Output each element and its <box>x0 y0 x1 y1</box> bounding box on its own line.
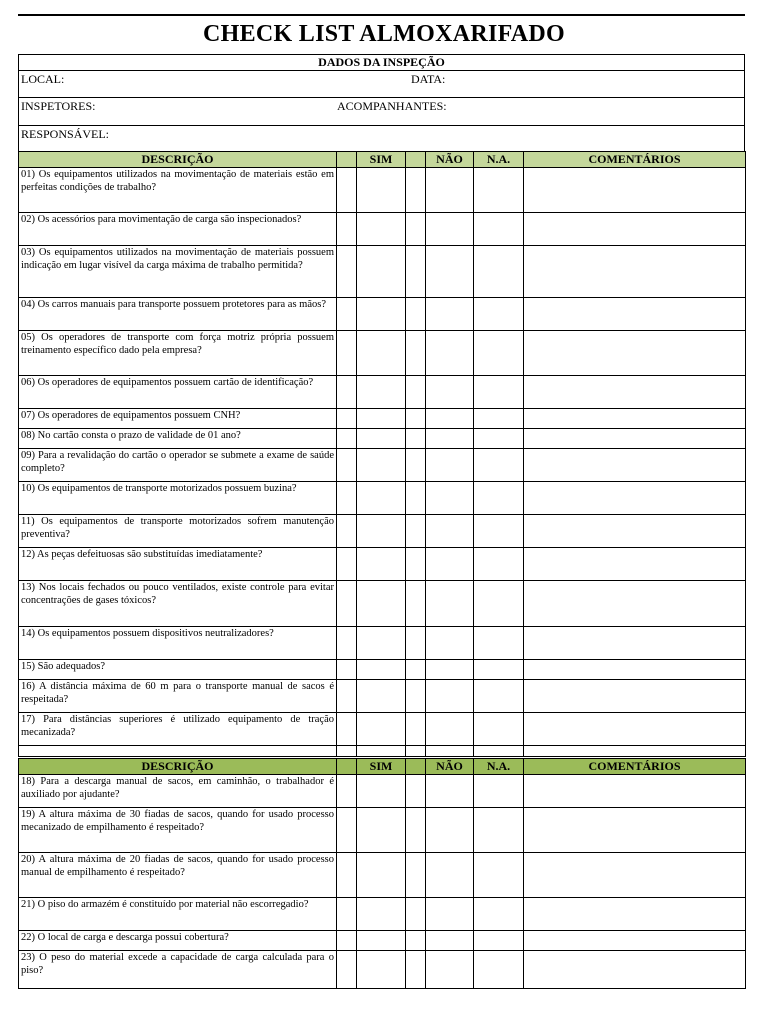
comment-cell[interactable] <box>524 482 746 515</box>
checklist-row <box>19 808 746 853</box>
sim-cell[interactable] <box>357 482 406 515</box>
sim-cell[interactable] <box>357 331 406 376</box>
nao-cell[interactable] <box>426 515 474 548</box>
spacer-cell <box>474 746 524 757</box>
checklist-row <box>19 581 746 627</box>
checklist-row <box>19 713 746 746</box>
top-rule <box>18 14 745 16</box>
checklist-table-2 <box>18 758 746 989</box>
question-text: 23) O peso do material excede a capacidade de carga calculada para o piso? <box>19 951 337 989</box>
na-cell[interactable] <box>474 168 524 213</box>
gap-cell <box>406 808 426 853</box>
gap-cell <box>337 898 357 931</box>
sim-cell[interactable] <box>357 951 406 989</box>
sim-cell[interactable] <box>357 680 406 713</box>
nao-cell[interactable] <box>426 449 474 482</box>
nao-header: NÃO <box>426 759 474 775</box>
sim-cell[interactable] <box>357 808 406 853</box>
sim-cell[interactable] <box>357 515 406 548</box>
nao-cell[interactable] <box>426 168 474 213</box>
comment-cell[interactable] <box>524 898 746 931</box>
comment-cell[interactable] <box>524 168 746 213</box>
gap-cell <box>337 168 357 213</box>
nao-cell[interactable] <box>426 808 474 853</box>
na-header: N.A. <box>474 152 524 168</box>
sim-cell[interactable] <box>357 775 406 808</box>
checklist-row <box>19 660 746 680</box>
nao-cell[interactable] <box>426 429 474 449</box>
responsavel-label: RESPONSÁVEL: <box>21 127 110 141</box>
responsavel-row <box>19 126 744 152</box>
question-text: 05) Os operadores de transporte com força motriz própria possuem treinamento específico dado pela empresa? <box>19 331 337 376</box>
header-gap <box>406 152 426 168</box>
question-text: 21) O piso do armazém é constituído por material não escorregadio? <box>19 898 337 931</box>
local-label: LOCAL: <box>21 72 65 86</box>
nao-cell[interactable] <box>426 627 474 660</box>
checklist-table-1 <box>18 151 746 757</box>
gap-cell <box>337 808 357 853</box>
checklist-row <box>19 213 746 246</box>
gap-cell <box>406 298 426 331</box>
checklist-row <box>19 548 746 581</box>
gap-cell <box>406 627 426 660</box>
gap-cell <box>406 680 426 713</box>
comentarios-header: COMENTÁRIOS <box>524 152 746 168</box>
comment-cell[interactable] <box>524 853 746 898</box>
na-cell[interactable] <box>474 482 524 515</box>
checklist-row <box>19 775 746 808</box>
table-header <box>19 152 746 168</box>
sim-cell[interactable] <box>357 548 406 581</box>
descricao-header: DESCRIÇÃO <box>19 152 337 168</box>
gap-cell <box>337 853 357 898</box>
sim-cell[interactable] <box>357 581 406 627</box>
comment-cell[interactable] <box>524 660 746 680</box>
question-text: 01) Os equipamentos utilizados na movimentação de materiais estão em perfeitas condições de trabalho? <box>19 168 337 213</box>
inspetores-label: INSPETORES: <box>21 99 96 113</box>
spacer-row <box>19 746 746 757</box>
na-header: N.A. <box>474 759 524 775</box>
question-text: 22) O local de carga e descarga possui cobertura? <box>19 931 337 951</box>
sim-cell[interactable] <box>357 627 406 660</box>
sim-cell[interactable] <box>357 660 406 680</box>
sim-cell[interactable] <box>357 246 406 298</box>
nao-cell[interactable] <box>426 482 474 515</box>
gap-cell <box>406 331 426 376</box>
gap-cell <box>337 376 357 409</box>
sim-cell[interactable] <box>357 898 406 931</box>
sim-header: SIM <box>357 759 406 775</box>
comment-cell[interactable] <box>524 298 746 331</box>
gap-cell <box>406 449 426 482</box>
comment-cell[interactable] <box>524 951 746 989</box>
checklist-row <box>19 246 746 298</box>
acompanhantes-label: ACOMPANHANTES: <box>337 99 447 113</box>
comment-cell[interactable] <box>524 376 746 409</box>
question-text: 15) São adequados? <box>19 660 337 680</box>
question-text: 09) Para a revalidação do cartão o operador se submete a exame de saúde completo? <box>19 449 337 482</box>
spacer-cell <box>406 746 426 757</box>
spacer-cell <box>357 746 406 757</box>
nao-cell[interactable] <box>426 713 474 746</box>
question-text: 19) A altura máxima de 30 fiadas de sacos, quando for usado processo mecanizado de empilhamento é respeitado? <box>19 808 337 853</box>
gap-cell <box>406 853 426 898</box>
na-cell[interactable] <box>474 951 524 989</box>
sim-header: SIM <box>357 152 406 168</box>
comment-cell[interactable] <box>524 409 746 429</box>
checklist-row <box>19 168 746 213</box>
nao-cell[interactable] <box>426 951 474 989</box>
gap-cell <box>406 931 426 951</box>
header-gap <box>337 152 357 168</box>
question-text: 03) Os equipamentos utilizados na movimentação de materiais possuem indicação em lugar visível da carga máxima de trabalho permitida? <box>19 246 337 298</box>
gap-cell <box>406 429 426 449</box>
gap-cell <box>406 409 426 429</box>
gap-cell <box>337 581 357 627</box>
comment-cell[interactable] <box>524 581 746 627</box>
nao-cell[interactable] <box>426 581 474 627</box>
nao-cell[interactable] <box>426 213 474 246</box>
na-cell[interactable] <box>474 246 524 298</box>
na-cell[interactable] <box>474 331 524 376</box>
nao-cell[interactable] <box>426 548 474 581</box>
gap-cell <box>337 627 357 660</box>
sim-cell[interactable] <box>357 931 406 951</box>
question-text: 02) Os acessórios para movimentação de carga são inspecionados? <box>19 213 337 246</box>
sim-cell[interactable] <box>357 376 406 409</box>
question-text: 06) Os operadores de equipamentos possuem cartão de identificação? <box>19 376 337 409</box>
na-cell[interactable] <box>474 627 524 660</box>
gap-cell <box>406 581 426 627</box>
page-title: CHECK LIST ALMOXARIFADO <box>202 21 566 47</box>
gap-cell <box>337 713 357 746</box>
question-text: 08) No cartão consta o prazo de validade de 01 ano? <box>19 429 337 449</box>
question-text: 17) Para distâncias superiores é utilizado equipamento de tração mecanizada? <box>19 713 337 746</box>
gap-cell <box>337 331 357 376</box>
checklist-row <box>19 331 746 376</box>
question-text: 16) A distância máxima de 60 m para o transporte manual de sacos é respeitada? <box>19 680 337 713</box>
gap-cell <box>337 951 357 989</box>
descricao-header: DESCRIÇÃO <box>19 759 337 775</box>
checklist-row <box>19 409 746 429</box>
comment-cell[interactable] <box>524 429 746 449</box>
sim-cell[interactable] <box>357 853 406 898</box>
sim-cell[interactable] <box>357 409 406 429</box>
gap-cell <box>406 168 426 213</box>
question-text: 07) Os operadores de equipamentos possuem CNH? <box>19 409 337 429</box>
question-text: 20) A altura máxima de 20 fiadas de sacos, quando for usado processo manual de empilhamento é respeitado? <box>19 853 337 898</box>
gap-cell <box>406 898 426 931</box>
checklist-row <box>19 627 746 660</box>
nao-cell[interactable] <box>426 680 474 713</box>
sim-cell[interactable] <box>357 449 406 482</box>
comment-cell[interactable] <box>524 680 746 713</box>
comment-cell[interactable] <box>524 515 746 548</box>
gap-cell <box>337 775 357 808</box>
gap-cell <box>337 246 357 298</box>
nao-cell[interactable] <box>426 331 474 376</box>
gap-cell <box>337 680 357 713</box>
checklist-row <box>19 482 746 515</box>
comment-cell[interactable] <box>524 713 746 746</box>
header-gap <box>337 759 357 775</box>
sim-cell[interactable] <box>357 429 406 449</box>
na-cell[interactable] <box>474 298 524 331</box>
question-text: 13) Nos locais fechados ou pouco ventilados, existe controle para evitar concentrações de gases tóxicos? <box>19 581 337 627</box>
nao-cell[interactable] <box>426 298 474 331</box>
checklist-row <box>19 376 746 409</box>
na-cell[interactable] <box>474 449 524 482</box>
sim-cell[interactable] <box>357 298 406 331</box>
gap-cell <box>406 213 426 246</box>
comment-cell[interactable] <box>524 627 746 660</box>
comment-cell[interactable] <box>524 775 746 808</box>
na-cell[interactable] <box>474 775 524 808</box>
gap-cell <box>337 213 357 246</box>
gap-cell <box>406 775 426 808</box>
gap-cell <box>337 449 357 482</box>
question-text: 18) Para a descarga manual de sacos, em caminhão, o trabalhador é auxiliado por ajudante? <box>19 775 337 808</box>
na-cell[interactable] <box>474 660 524 680</box>
na-cell[interactable] <box>474 713 524 746</box>
question-text: 04) Os carros manuais para transporte possuem protetores para as mãos? <box>19 298 337 331</box>
na-cell[interactable] <box>474 429 524 449</box>
nao-cell[interactable] <box>426 246 474 298</box>
gap-cell <box>337 660 357 680</box>
comment-cell[interactable] <box>524 213 746 246</box>
sim-cell[interactable] <box>357 213 406 246</box>
inspection-data-box <box>18 54 745 153</box>
checklist-row <box>19 429 746 449</box>
gap-cell <box>406 548 426 581</box>
checklist-row <box>19 515 746 548</box>
checklist-row <box>19 680 746 713</box>
data-label: DATA: <box>411 72 446 86</box>
spacer-cell <box>19 746 337 757</box>
nao-header: NÃO <box>426 152 474 168</box>
nao-cell[interactable] <box>426 376 474 409</box>
gap-cell <box>406 246 426 298</box>
gap-cell <box>406 482 426 515</box>
gap-cell <box>337 548 357 581</box>
comment-cell[interactable] <box>524 548 746 581</box>
gap-cell <box>337 429 357 449</box>
checklist-row <box>19 853 746 898</box>
na-cell[interactable] <box>474 548 524 581</box>
gap-cell <box>406 713 426 746</box>
checklist-row <box>19 951 746 989</box>
na-cell[interactable] <box>474 931 524 951</box>
spacer-cell <box>337 746 357 757</box>
checklist-row <box>19 449 746 482</box>
na-cell[interactable] <box>474 515 524 548</box>
sim-cell[interactable] <box>357 713 406 746</box>
comment-cell[interactable] <box>524 931 746 951</box>
na-cell[interactable] <box>474 680 524 713</box>
nao-cell[interactable] <box>426 898 474 931</box>
nao-cell[interactable] <box>426 409 474 429</box>
gap-cell <box>406 660 426 680</box>
inspetores-row <box>19 98 744 126</box>
inspection-data-header: DADOS DA INSPEÇÃO <box>19 55 744 71</box>
na-cell[interactable] <box>474 581 524 627</box>
gap-cell <box>337 515 357 548</box>
gap-cell <box>337 482 357 515</box>
spacer-cell <box>524 746 746 757</box>
gap-cell <box>406 376 426 409</box>
na-cell[interactable] <box>474 853 524 898</box>
gap-cell <box>337 409 357 429</box>
na-cell[interactable] <box>474 409 524 429</box>
comentarios-header: COMENTÁRIOS <box>524 759 746 775</box>
comment-cell[interactable] <box>524 246 746 298</box>
na-cell[interactable] <box>474 898 524 931</box>
question-text: 10) Os equipamentos de transporte motorizados possuem buzina? <box>19 482 337 515</box>
checklist-row <box>19 898 746 931</box>
gap-cell <box>406 515 426 548</box>
nao-cell[interactable] <box>426 660 474 680</box>
spacer-cell <box>426 746 474 757</box>
gap-cell <box>337 931 357 951</box>
nao-cell[interactable] <box>426 853 474 898</box>
gap-cell <box>337 298 357 331</box>
sim-cell[interactable] <box>357 168 406 213</box>
comment-cell[interactable] <box>524 449 746 482</box>
local-data-row <box>19 71 744 98</box>
question-text: 12) As peças defeituosas são substituídas imediatamente? <box>19 548 337 581</box>
na-cell[interactable] <box>474 808 524 853</box>
gap-cell <box>406 951 426 989</box>
comment-cell[interactable] <box>524 808 746 853</box>
header-gap <box>406 759 426 775</box>
checklist-row <box>19 298 746 331</box>
na-cell[interactable] <box>474 213 524 246</box>
question-text: 11) Os equipamentos de transporte motorizados sofrem manutenção preventiva? <box>19 515 337 548</box>
comment-cell[interactable] <box>524 331 746 376</box>
table-header <box>19 759 746 775</box>
na-cell[interactable] <box>474 376 524 409</box>
question-text: 14) Os equipamentos possuem dispositivos neutralizadores? <box>19 627 337 660</box>
nao-cell[interactable] <box>426 775 474 808</box>
nao-cell[interactable] <box>426 931 474 951</box>
checklist-row <box>19 931 746 951</box>
